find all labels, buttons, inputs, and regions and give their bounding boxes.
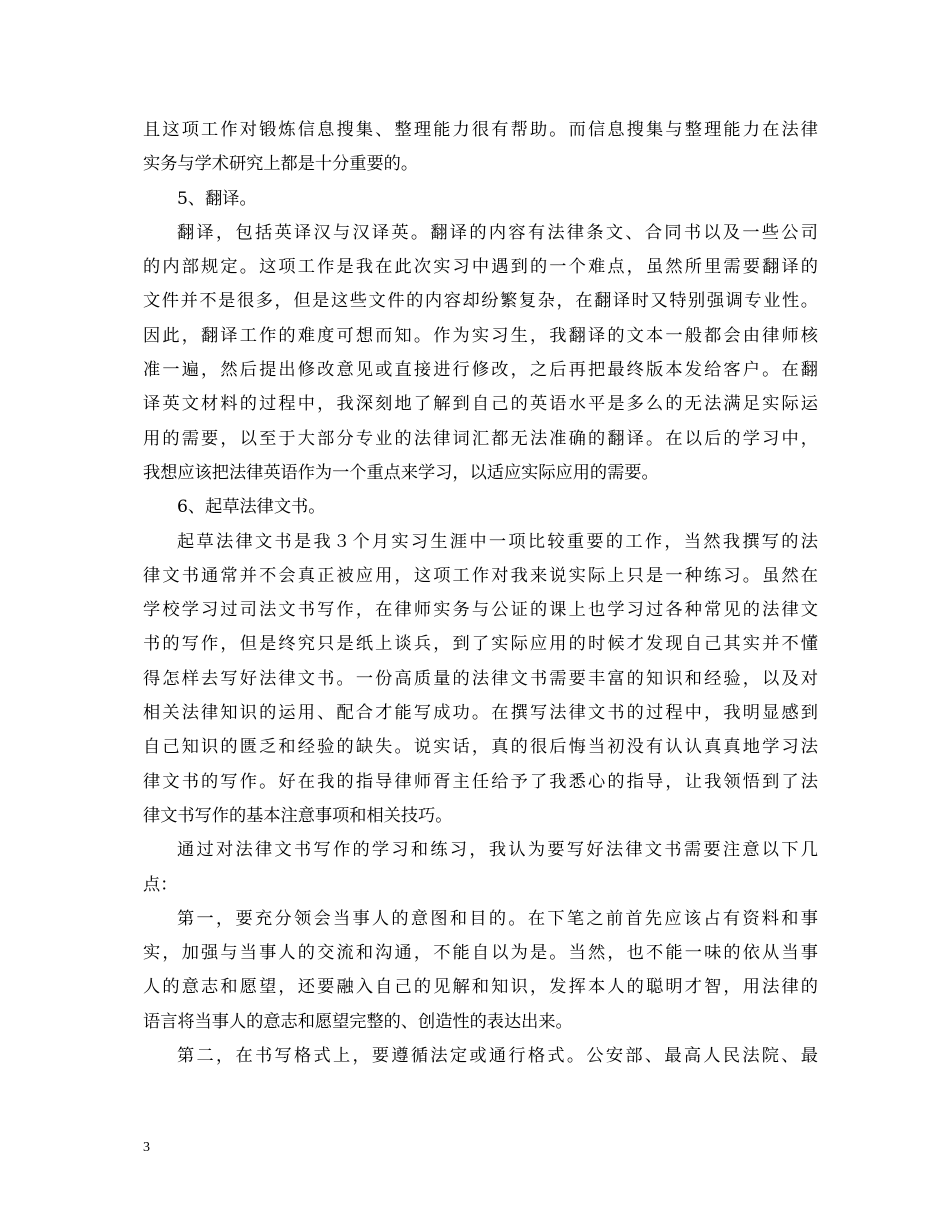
body-text xyxy=(143,113,818,1073)
text-line: 书的写作，但是终究只是纸上谈兵，到了实际应用的时候才发现自己其实并不懂 xyxy=(143,634,818,655)
text-line: 相关法律知识的运用、配合才能写成功。在撰写法律文书的过程中，我明显感到 xyxy=(143,703,818,724)
text-line: 且这项工作对锻炼信息搜集、整理能力很有帮助。而信息搜集与整理能力在法律 xyxy=(143,120,818,140)
text-line: 起草法律文书是我３个月实习生涯中一项比较重要的工作，当然我撰写的法 xyxy=(177,531,818,552)
text-line: 自己知识的匮乏和经验的缺失。说实话，真的很后悔当初没有认认真真地学习法 xyxy=(143,737,818,758)
text-line: 文件并不是很多，但是这些文件的内容却纷繁复杂，在翻译时又特别强调专业性。 xyxy=(143,291,818,312)
text-line: 律文书的写作。好在我的指导律师胥主任给予了我悉心的指导，让我领悟到了法 xyxy=(143,771,818,792)
text-line: 我想应该把法律英语作为一个重点来学习，以适应实际应用的需要。 xyxy=(143,462,659,483)
text-line: 翻译，包括英译汉与汉译英。翻译的内容有法律条文、合同书以及一些公司 xyxy=(177,222,818,243)
text-line: 点： xyxy=(143,874,178,895)
text-line: 实，加强与当事人的交流和沟通，不能自以为是。当然，也不能一味的依从当事 xyxy=(143,943,818,964)
text-line: 通过对法律文书写作的学习和练习，我认为要写好法律文书需要注意以下几 xyxy=(177,840,818,861)
text-line: 译英文材料的过程中，我深刻地了解到自己的英语水平是多么的无法满足实际运 xyxy=(143,394,818,415)
text-line: 律文书通常并不会真正被应用，这项工作对我来说实际上只是一种练习。虽然在 xyxy=(143,565,818,586)
text-line: 实务与学术研究上都是十分重要的。 xyxy=(143,154,419,175)
text-line: 因此，翻译工作的难度可想而知。作为实习生，我翻译的文本一般都会由律师核 xyxy=(143,325,818,346)
text-line: 律文书写作的基本注意事项和相关技巧。 xyxy=(143,805,453,826)
text-line: 得怎样去写好法律文书。一份高质量的法律文书需要丰富的知识和经验，以及对 xyxy=(143,668,818,689)
text-line: 的内部规定。这项工作是我在此次实习中遇到的一个难点，虽然所里需要翻译的 xyxy=(143,257,818,278)
text-line: 用的需要，以至于大部分专业的法律词汇都无法准确的翻译。在以后的学习中， xyxy=(143,428,818,449)
text-line: 学校学习过司法文书写作，在律师实务与公证的课上也学习过各种常见的法律文 xyxy=(143,600,818,621)
text-line: 第一，要充分领会当事人的意图和目的。在下笔之前首先应该占有资料和事 xyxy=(177,908,818,929)
text-line: 第二，在书写格式上，要遵循法定或通行格式。公安部、最高人民法院、最 xyxy=(177,1046,818,1067)
text-line: 语言将当事人的意志和愿望完整的、创造性的表达出来。 xyxy=(143,1011,573,1032)
text-line: 5、翻译。 xyxy=(177,188,257,209)
text-line: 6、起草法律文书。 xyxy=(177,497,326,518)
text-line: 准一遍，然后提出修改意见或直接进行修改，之后再把最终版本发给客户。在翻 xyxy=(143,360,818,381)
page-number: 3 xyxy=(143,1140,150,1155)
text-line: 人的意志和愿望，还要融入自己的见解和知识，发挥本人的聪明才智，用法律的 xyxy=(143,977,818,998)
